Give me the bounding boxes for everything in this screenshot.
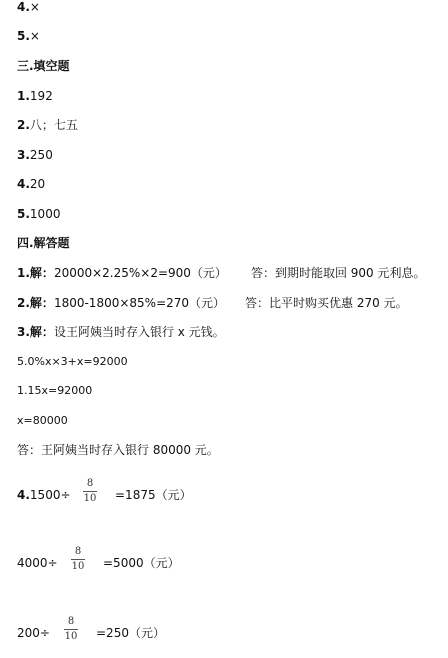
solution-4-row-3 <box>17 626 50 640</box>
answer-text: 250 <box>29 148 53 162</box>
answer-number: 1. <box>17 266 30 280</box>
expression-right: =5000（元） <box>103 556 180 570</box>
expression-right: =1875（元） <box>115 488 192 502</box>
solution-prefix: 解： <box>29 296 54 310</box>
fill-answer-1 <box>17 89 53 103</box>
answer-text: 192 <box>29 89 53 103</box>
solution-3-step-3: x=80000 <box>17 414 68 427</box>
solution-expression: 20000×2.25%×2=900（元） <box>53 266 227 280</box>
solution-expression: 1800-1800×85%=270（元） <box>53 296 226 310</box>
fraction-numerator: 8 <box>86 478 94 489</box>
expression-left: 4000÷ <box>17 556 58 570</box>
solution-4-row-1 <box>17 488 71 502</box>
solution-1 <box>17 266 425 280</box>
fill-answer-4 <box>17 177 45 191</box>
solution-4-row-2 <box>17 556 58 570</box>
fraction-denominator: 10 <box>71 561 85 572</box>
solution-2 <box>17 296 408 310</box>
fraction <box>82 478 98 505</box>
answer-number: 2. <box>17 118 30 132</box>
answer-number: 3. <box>17 148 30 162</box>
answer-number: 1. <box>17 89 30 103</box>
expression-right: =250（元） <box>96 626 165 640</box>
expression-left: 1500÷ <box>29 488 71 502</box>
fraction-numerator: 8 <box>74 546 82 557</box>
fraction-bar <box>83 491 97 492</box>
fill-answer-3 <box>17 148 53 162</box>
answer-text: 八；七五 <box>29 118 78 132</box>
fraction-denominator: 10 <box>64 631 78 642</box>
answer-number: 3. <box>17 325 30 339</box>
solution-text: 设王阿姨当时存入银行 x 元钱。 <box>53 325 225 339</box>
fraction-bar <box>64 629 78 630</box>
answer-text: × <box>29 0 40 14</box>
fill-answer-5 <box>17 207 60 221</box>
section-title-fill-blank: 三.填空题 <box>17 59 70 73</box>
solution-3-step-1: 5.0%x×3+x=92000 <box>17 355 128 368</box>
answer-number: 4. <box>17 488 30 502</box>
answer-number: 5. <box>17 207 30 221</box>
fraction <box>63 616 79 643</box>
solution-prefix: 解： <box>29 266 54 280</box>
fill-answer-2 <box>17 118 78 132</box>
fraction-bar <box>71 559 85 560</box>
solution-answer: 答：比平时购买优惠 270 元。 <box>245 296 408 310</box>
answer-number: 4. <box>17 0 30 14</box>
answer-5 <box>17 29 40 43</box>
solution-3-answer: 答：王阿姨当时存入银行 80000 元。 <box>17 443 219 457</box>
expression-left: 200÷ <box>17 626 50 640</box>
fraction <box>70 546 86 573</box>
answer-text: 20 <box>29 177 46 191</box>
answer-4 <box>17 0 40 14</box>
answer-number: 2. <box>17 296 30 310</box>
solution-prefix: 解： <box>29 325 54 339</box>
solution-3-step-2: 1.15x=92000 <box>17 384 93 397</box>
fraction-numerator: 8 <box>67 616 75 627</box>
answer-text: 1000 <box>29 207 61 221</box>
solution-answer: 答：到期时能取回 900 元利息。 <box>250 266 426 280</box>
fraction-denominator: 10 <box>83 493 97 504</box>
solution-3 <box>17 325 225 339</box>
answer-number: 5. <box>17 29 30 43</box>
answer-text: × <box>29 29 40 43</box>
answer-number: 4. <box>17 177 30 191</box>
section-title-solve: 四.解答题 <box>17 236 70 250</box>
